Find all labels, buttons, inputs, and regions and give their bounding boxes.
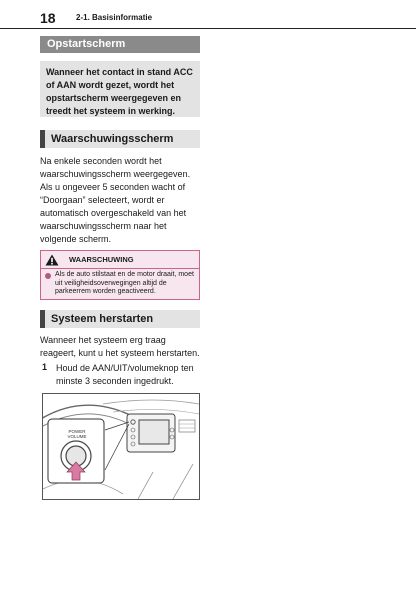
step-number: 1 (42, 362, 48, 372)
section-title-opstartscherm: Opstartscherm (40, 36, 200, 53)
warning-triangle-icon (41, 251, 63, 268)
chapter-title: 2-1. Basisinformatie (76, 13, 153, 22)
dashboard-drawing (43, 394, 199, 499)
bullet-dot-icon (45, 273, 51, 279)
warning-content (41, 269, 199, 297)
paragraph-herstarten: Wanneer het systeem erg traag reageert, kunt u het systeem herstarten. (40, 335, 200, 358)
summary-box: Wanneer het contact in stand ACC of AAN wordt gezet, wordt het opstartscherm weergegeven en treedt het systeem in werking. (40, 61, 200, 117)
warning-label: WAARSCHUWING (69, 255, 134, 264)
knob-label-line1: POWER (68, 429, 86, 434)
page-number: 18 (40, 10, 56, 26)
paragraph-waarschuwing-2: Als u ongeveer 5 seconden wacht of “Doorgaan” selecteert, wordt er automatisch overgeschakeld van het waarschuwingsscherm naar het volgende scherm. (40, 182, 187, 244)
knob-label (53, 429, 101, 439)
paragraph-waarschuwing-1: Na enkele seconden wordt het waarschuwingsscherm weergegeven. (40, 156, 191, 179)
warning-text: Als de auto stilstaat en de motor draait, moet uit veiligheidsoverwegingen altijd de parkeerrem worden geactiveerd. (55, 271, 194, 295)
subsection-title-waarschuwingsscherm: Waarschuwingsscherm (40, 130, 200, 148)
knob-label-line2: VOLUME (67, 434, 87, 439)
dashboard-illustration (42, 393, 200, 500)
warning-box (40, 250, 200, 300)
subsection-title-herstarten: Systeem herstarten (40, 310, 200, 328)
warning-header (41, 251, 199, 269)
header-divider (0, 28, 416, 29)
step-text: Houd de AAN/UIT/volumeknop ten minste 3 seconden ingedrukt. (56, 363, 194, 386)
